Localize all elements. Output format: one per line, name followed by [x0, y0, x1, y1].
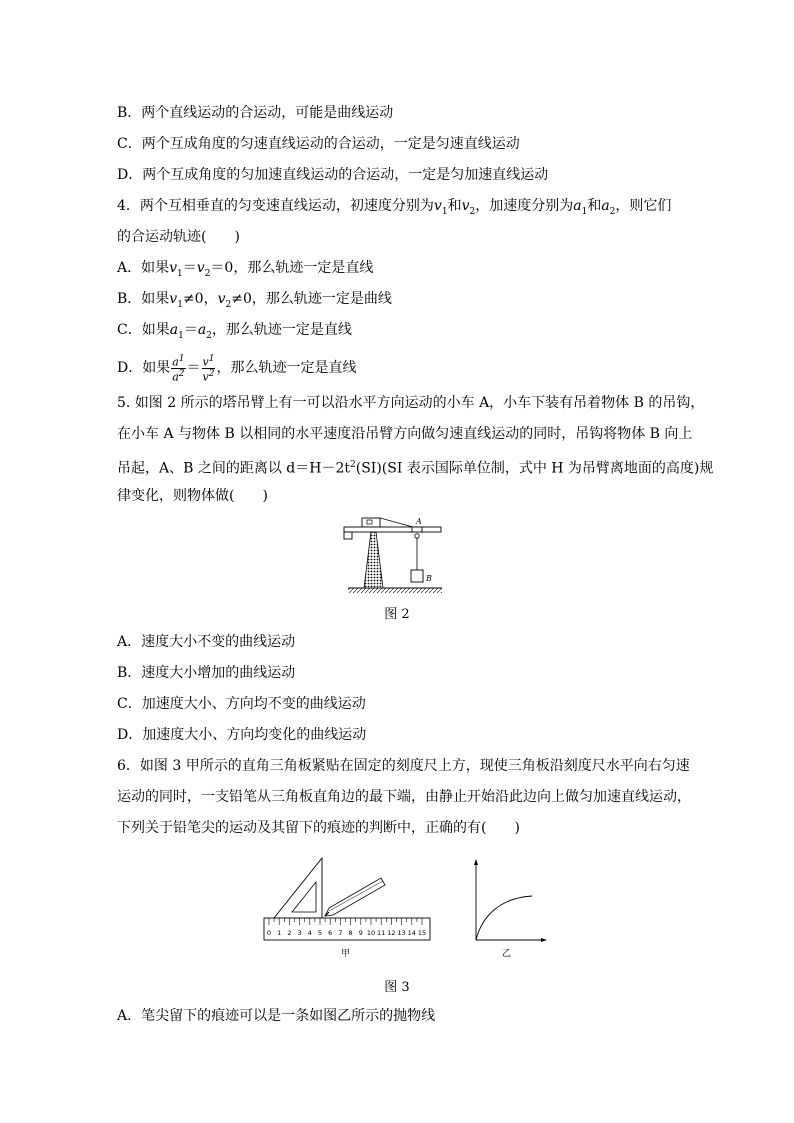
- label-yi: 乙: [502, 949, 512, 959]
- fraction-a1-a2: $\frac{a^1}{a^2}$: [172, 354, 185, 384]
- ruler-tick-label: 9: [358, 929, 363, 937]
- q5-option-c: C．加速度大小、方向均不变的曲线运动: [117, 696, 366, 712]
- ruler-tick-label: 12: [387, 929, 396, 937]
- trolley-a: [412, 527, 422, 532]
- set-square-ruler-figure: [262, 852, 434, 962]
- q3-option-b: B．两个直线运动的合运动，可能是曲线运动: [117, 105, 394, 121]
- ruler-tick-label: 14: [407, 929, 416, 937]
- q4-option-b: B．如果$v_1\ne 0$，$v_2\ne 0$，那么轨迹一定是曲线: [117, 291, 392, 310]
- q5-stem-line1: 5. 如图 2 所示的塔吊臂上有一可以沿水平方向运动的小车 A，小车下装有吊着物体 B 的吊钩，: [117, 395, 705, 411]
- ground-hatch: [348, 588, 442, 593]
- q3-option-d: D．两个互成角度的匀加速直线运动的合运动，一定是匀加速直线运动: [117, 167, 549, 183]
- label-jia: 甲: [341, 949, 351, 959]
- pencil: [325, 878, 385, 916]
- q5-option-d: D．加速度大小、方向均变化的曲线运动: [117, 727, 367, 743]
- ruler-tick-label: 3: [297, 929, 302, 937]
- q6-stem-line2: 运动的同时，一支铅笔从三角板直角边的最下端，由静止开始沿此边向上做匀加速直线运动，: [117, 789, 691, 805]
- ruler-tick-label: 13: [397, 929, 406, 937]
- figure3-caption: 图 3: [384, 980, 410, 995]
- q4-stem-line2: 的合运动轨迹( ): [117, 229, 240, 245]
- ruler-tick-label: 4: [307, 929, 312, 937]
- curve-axes-figure: [470, 858, 550, 958]
- ruler-tick-label: 15: [417, 929, 427, 937]
- q3-option-c: C．两个互成角度的匀速直线运动的合运动，一定是匀速直线运动: [117, 136, 520, 152]
- ruler-tick-label: 10: [366, 929, 376, 937]
- fraction-v1-v2: $\frac{v^1}{v^2}$: [202, 354, 215, 384]
- ruler-tick-label: 0: [266, 929, 272, 937]
- q5-stem-line2: 在小车 A 与物体 B 以相同的水平速度沿吊臂方向做匀速直线运动的同时，吊钩将物体 B 向上: [117, 426, 693, 442]
- ruler-tick-label: 5: [317, 929, 323, 937]
- ruler-tick-label: 6: [328, 929, 333, 937]
- ruler-tick-label: 8: [348, 929, 353, 937]
- ruler-tick-label: 1: [277, 929, 282, 937]
- q5-stem-line4: 律变化，则物体做( ): [117, 488, 268, 504]
- q5-option-b: B．速度大小增加的曲线运动: [117, 665, 296, 681]
- crane-figure: [340, 510, 450, 594]
- q6-stem-line1: 6．如图 3 甲所示的直角三角板紧贴在固定的刻度尺上方，现使三角板沿刻度尺水平向右匀速: [117, 758, 690, 774]
- q4-option-c: C．如果$a_1=a_2$，那么轨迹一定是直线: [117, 322, 352, 341]
- q5-stem-line3: 吊起，A、B 之间的距离以 $d=H-2t^2(SI)(SI$ 表示国际单位制，式中 H 为吊臂离地面的高度)规: [117, 460, 714, 477]
- ruler-tick-label: 11: [377, 929, 386, 937]
- ruler-tick-label: 2: [287, 929, 292, 937]
- q4-stem-line1: 4．两个互相垂直的匀变速直线运动，初速度分别为$v_1$和$v_2$，加速度分别为$a_1$和$a_2$，则它们: [117, 198, 672, 217]
- crane-tower: [364, 532, 383, 588]
- q5-option-a: A．速度大小不变的曲线运动: [117, 634, 296, 650]
- q4-option-d: D．如果 $\frac{a^1}{a^2}$ ＝ $\frac{v^1}{v^2}$ ，那么轨迹一定是直线: [117, 354, 357, 384]
- label-a: A: [416, 517, 422, 526]
- q4-option-a: A．如果$v_1=v_2=0$，那么轨迹一定是直线: [117, 260, 374, 279]
- q6-stem-line3: 下列关于铅笔尖的运动及其留下的痕迹的判断中，正确的有( ): [117, 820, 520, 836]
- block-b: [411, 570, 423, 582]
- trace-curve: [476, 896, 532, 940]
- label-b: B: [426, 574, 432, 583]
- figure2-caption: 图 2: [384, 607, 410, 622]
- ruler-tick-label: 7: [338, 929, 343, 937]
- q6-option-a: A．笔尖留下的痕迹可以是一条如图乙所示的抛物线: [117, 1008, 436, 1024]
- crane-arm: [344, 527, 441, 532]
